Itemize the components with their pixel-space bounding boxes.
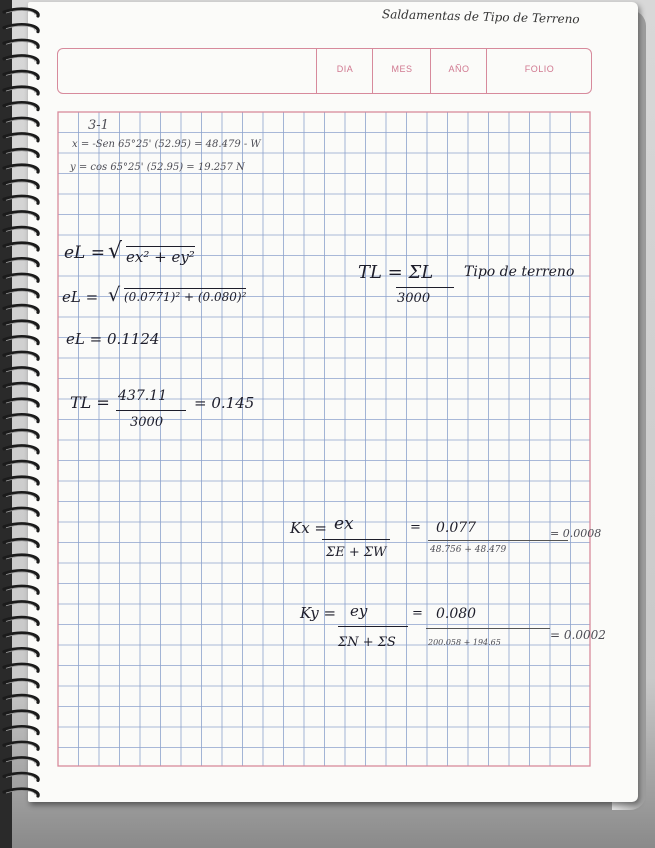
el-definition-lhs: eL = bbox=[64, 243, 105, 263]
tl-lhs: TL = bbox=[70, 393, 110, 412]
kx-value-fraction-bar bbox=[428, 540, 568, 541]
ano-label: AÑO bbox=[430, 49, 487, 93]
spiral-binding bbox=[0, 0, 48, 848]
mes-label: MES bbox=[372, 49, 431, 93]
ky-fraction-bar bbox=[338, 626, 408, 627]
kx-equals: = bbox=[410, 520, 421, 535]
sqrt-icon-1: √ bbox=[108, 239, 123, 264]
tl-numerator: 437.11 bbox=[118, 388, 167, 404]
problem-number: 3-1 bbox=[88, 118, 109, 133]
dia-label: DIA bbox=[316, 49, 373, 93]
el-result: eL = 0.1124 bbox=[66, 330, 160, 348]
tl-fraction-bar bbox=[116, 410, 186, 411]
kx-lhs: Kx = bbox=[290, 519, 328, 537]
ky-equals: = bbox=[412, 606, 423, 621]
y-component-line: y = cos 65°25' (52.95) = 19.257 N bbox=[70, 162, 245, 173]
tl-result: = 0.145 bbox=[194, 394, 255, 412]
el-definition-rhs: ex² + ey² bbox=[126, 248, 195, 266]
sqrt-icon-2: √ bbox=[108, 284, 121, 306]
ky-denominator: ΣN + ΣS bbox=[338, 635, 396, 650]
el-substitution-rhs: (0.0771)² + (0.080)² bbox=[124, 290, 247, 304]
folio-label: FOLIO bbox=[486, 49, 592, 93]
el-substitution-lhs: eL = bbox=[62, 288, 99, 306]
kx-denominator: ΣE + ΣW bbox=[326, 545, 387, 560]
tl-definition-denominator: 3000 bbox=[397, 291, 431, 306]
tl-definition-numerator: TL = ΣL bbox=[358, 262, 434, 283]
ky-lhs: Ky = bbox=[300, 604, 337, 622]
ky-value-numerator: 0.080 bbox=[436, 606, 477, 622]
kx-value-denominator: 48.756 + 48.479 bbox=[430, 545, 507, 555]
date-folio-box bbox=[57, 48, 592, 94]
ky-numerator: ey bbox=[350, 602, 368, 620]
tl-definition-fraction-bar bbox=[396, 287, 454, 288]
ky-value-denominator: 200.058 + 194.65 bbox=[428, 638, 501, 647]
ky-result: = 0.0002 bbox=[550, 628, 606, 642]
tl-denominator: 3000 bbox=[130, 415, 164, 430]
kx-numerator: ex bbox=[334, 514, 354, 534]
kx-value-numerator: 0.077 bbox=[436, 520, 477, 536]
kx-result: = 0.0008 bbox=[550, 527, 602, 540]
page-header-title: Saldamentas de Tipo de Terreno bbox=[381, 7, 580, 27]
tl-definition-label: Tipo de terreno bbox=[464, 264, 575, 280]
kx-fraction-bar bbox=[322, 539, 390, 540]
ky-value-fraction-bar bbox=[426, 628, 550, 629]
x-component-line: x = -Sen 65°25' (52.95) = 48.479 - W bbox=[72, 139, 261, 150]
